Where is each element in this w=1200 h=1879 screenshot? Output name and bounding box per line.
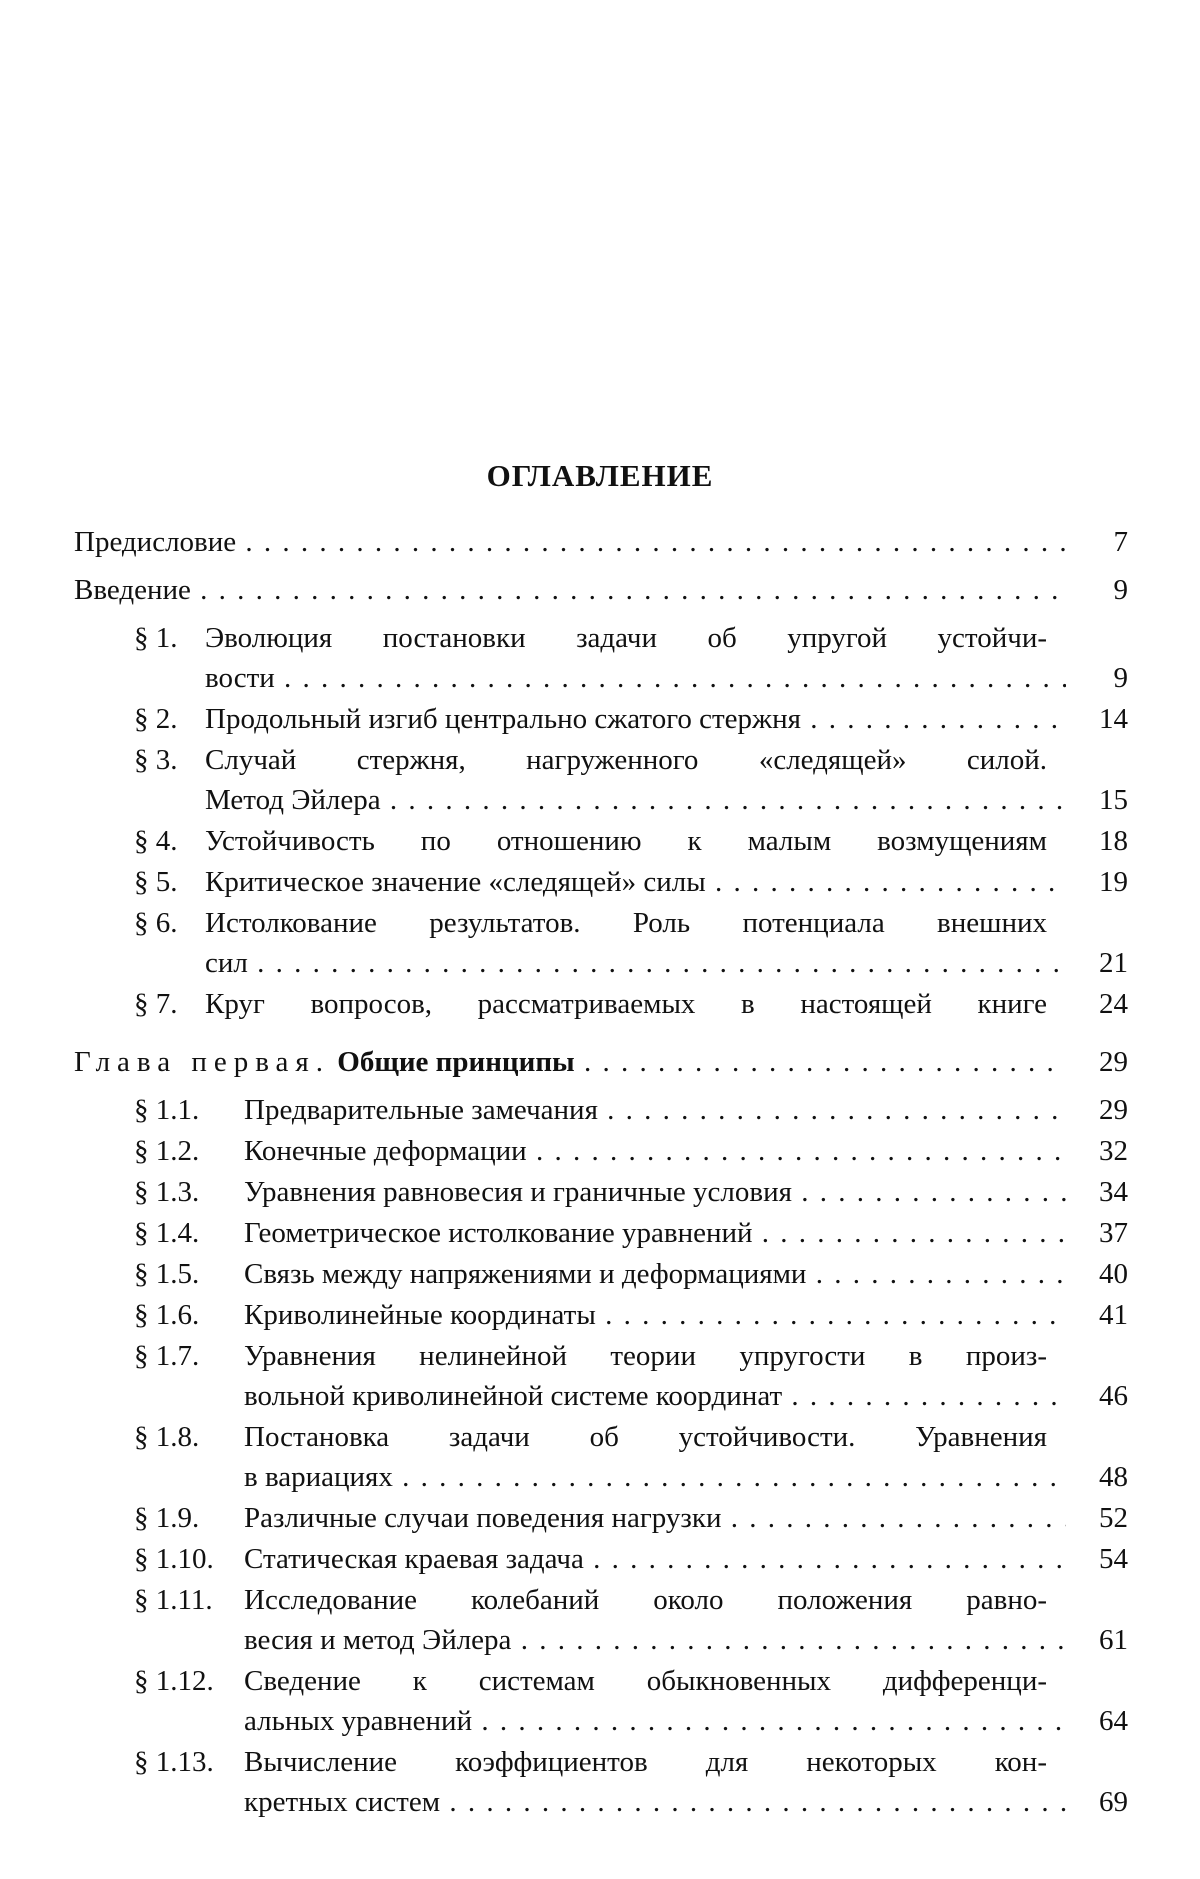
toc-entry-line (0, 1296, 1200, 1336)
chapter-name: Общие принципы (337, 1046, 575, 1078)
entry-title: Различные случаи поведения нагрузки . . . (244, 1499, 1066, 1539)
section-number: § 6. (134, 907, 178, 939)
section-number: § 1.6. (134, 1299, 200, 1331)
entry-page: 69 (1099, 1786, 1128, 1818)
entry-title: Криволинейные координаты . . . (244, 1296, 1066, 1336)
toc-entry-line (0, 619, 1200, 659)
entry-title: Критическое значение «следящей» силы . . . (205, 863, 1066, 903)
entry-page: 54 (1099, 1543, 1128, 1575)
entry-page: 64 (1099, 1705, 1128, 1737)
toc-entry-line (0, 659, 1200, 699)
toc-entry-line (0, 1499, 1200, 1539)
entry-page: 9 (1113, 662, 1128, 694)
entry-title-continued: Метод Эйлера . . . (205, 781, 1066, 821)
toc-heading: ОГЛАВЛЕНИЕ (486, 458, 714, 493)
toc-entry-line (0, 1091, 1200, 1131)
entry-title-continued: вольной криволинейной системе координат . . . (244, 1377, 1066, 1417)
chapter-heading (0, 1043, 1200, 1083)
toc-entry-line (0, 1214, 1200, 1254)
toc-entry-preface (0, 523, 1200, 563)
toc-entry-line (0, 1132, 1200, 1172)
section-number: § 1.13. (134, 1746, 214, 1778)
entry-title-continued: в вариациях . . . (244, 1458, 1066, 1498)
section-number: § 1.12. (134, 1665, 214, 1697)
toc-entry-line (0, 822, 1200, 862)
entry-page: 52 (1099, 1502, 1128, 1534)
section-number: § 5. (134, 866, 178, 898)
section-number: § 1.10. (134, 1543, 214, 1575)
toc-entry-line (0, 1743, 1200, 1783)
entry-title: Случай стержня, нагруженного «следящей» силой. (205, 744, 1047, 776)
section-number: § 1.9. (134, 1502, 200, 1534)
entry-title-continued: кретных систем . . . (244, 1783, 1066, 1823)
section-number: § 1.5. (134, 1258, 200, 1290)
entry-page: 32 (1099, 1135, 1128, 1167)
toc-entry-line (0, 1173, 1200, 1213)
toc-entry-line (0, 1581, 1200, 1621)
toc-entry-line (0, 1621, 1200, 1661)
toc-entry-line (0, 1662, 1200, 1702)
entry-title: Продольный изгиб центрально сжатого стержня . . . (205, 700, 1066, 740)
toc-entry-line (0, 1702, 1200, 1742)
chapter-title (74, 1043, 1066, 1083)
toc-entry-line (0, 944, 1200, 984)
entry-page: 21 (1099, 947, 1128, 979)
entry-title: Статическая краевая задача . . . (244, 1540, 1066, 1580)
entry-page: 14 (1099, 703, 1128, 735)
entry-title: Вычисление коэффициентов для некоторых кон- (244, 1746, 1047, 1778)
section-number: § 1.1. (134, 1094, 200, 1126)
toc-entry-line (0, 700, 1200, 740)
entry-title: Исследование колебаний около положения равно- (244, 1584, 1047, 1616)
toc-entry-line (0, 1377, 1200, 1417)
entry-title-continued: вости . . . (205, 659, 1066, 699)
entry-page: 41 (1099, 1299, 1128, 1331)
entry-title: Геометрическое истолкование уравнений . . . (244, 1214, 1066, 1254)
entry-title: Уравнения равновесия и граничные условия . . . (244, 1173, 1066, 1213)
entry-page: 37 (1099, 1217, 1128, 1249)
entry-page: 29 (1099, 1094, 1128, 1126)
entry-page: 46 (1099, 1380, 1128, 1412)
entry-title: Связь между напряжениями и деформациями . . . (244, 1255, 1066, 1295)
section-number: § 1.4. (134, 1217, 200, 1249)
entry-page: 19 (1099, 866, 1128, 898)
toc-entry-introduction (0, 571, 1200, 611)
entry-title: Устойчивость по отношению к малым возмущениям (205, 825, 1047, 857)
entry-title-continued: альных уравнений . . . (244, 1702, 1066, 1742)
chapter-label: Глава первая. (74, 1046, 331, 1078)
section-number: § 1.2. (134, 1135, 200, 1167)
entry-page: 34 (1099, 1176, 1128, 1208)
entry-page: 24 (1099, 988, 1128, 1020)
chapter-page: 29 (1099, 1046, 1128, 1078)
entry-title: Введение . . . (74, 571, 1066, 611)
toc-entry-line (0, 1255, 1200, 1295)
entry-page: 18 (1099, 825, 1128, 857)
section-number: § 1.3. (134, 1176, 200, 1208)
entry-title: Уравнения нелинейной теории упругости в произ- (244, 1340, 1047, 1372)
entry-title: Конечные деформации . . . (244, 1132, 1066, 1172)
toc-entry-line (0, 781, 1200, 821)
section-number: § 2. (134, 703, 178, 735)
entry-title-continued: сил . . . (205, 944, 1066, 984)
toc-entry-line (0, 1418, 1200, 1458)
toc-entry-line (0, 741, 1200, 781)
toc-entry-line (0, 1783, 1200, 1823)
section-number: § 1.7. (134, 1340, 200, 1372)
toc-entry-line (0, 1337, 1200, 1377)
entry-title: Истолкование результатов. Роль потенциала внешних (205, 907, 1047, 939)
entry-title: Эволюция постановки задачи об упругой устойчи- (205, 622, 1047, 654)
toc-entry-line (0, 985, 1200, 1025)
section-number: § 1. (134, 622, 178, 654)
entry-title: Предисловие . . . (74, 523, 1066, 563)
section-number: § 1.11. (134, 1584, 213, 1616)
toc-entry-line (0, 904, 1200, 944)
section-number: § 7. (134, 988, 178, 1020)
entry-page: 9 (1113, 574, 1128, 606)
entry-title-continued: весия и метод Эйлера . . . (244, 1621, 1066, 1661)
entry-page: 48 (1099, 1461, 1128, 1493)
section-number: § 3. (134, 744, 178, 776)
toc-entry-line (0, 1540, 1200, 1580)
entry-page: 40 (1099, 1258, 1128, 1290)
entry-page: 61 (1099, 1624, 1128, 1656)
entry-page: 15 (1099, 784, 1128, 816)
entry-title: Круг вопросов, рассматриваемых в настоящей книге (205, 988, 1047, 1020)
toc-entry-line (0, 1458, 1200, 1498)
entry-title: Постановка задачи об устойчивости. Уравнения (244, 1421, 1047, 1453)
section-number: § 1.8. (134, 1421, 200, 1453)
toc-entry-line (0, 863, 1200, 903)
entry-page: 7 (1113, 526, 1128, 558)
entry-title: Сведение к системам обыкновенных дифференци- (244, 1665, 1047, 1697)
entry-title: Предварительные замечания . . . (244, 1091, 1066, 1131)
section-number: § 4. (134, 825, 178, 857)
